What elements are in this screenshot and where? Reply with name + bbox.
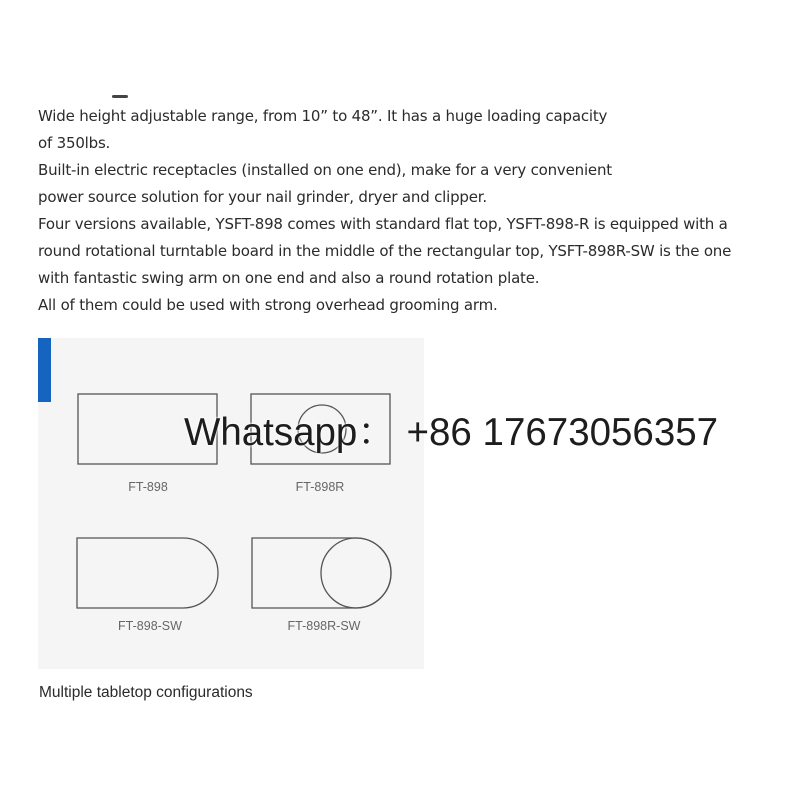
whatsapp-contact-watermark: Whatsapp： +86 17673056357: [184, 411, 719, 454]
description-line: Four versions available, YSFT-898 comes with standard flat top, YSFT-898-R is equipped with a: [38, 215, 728, 233]
figure-caption: Multiple tabletop configurations: [39, 684, 253, 701]
tabletop-ft-898r-sw-diagram: [250, 536, 396, 612]
description-line: of 350lbs.: [38, 134, 111, 152]
tabletop-configurations-figure: [38, 338, 424, 669]
description-line: Wide height adjustable range, from 10” to 48”. It has a huge loading capacity: [38, 107, 608, 125]
description-line: with fantastic swing arm on one end and also a round rotation plate.: [38, 269, 540, 287]
accent-bar: [38, 338, 51, 402]
tabletop-ft-898-sw-diagram: [75, 536, 221, 612]
tabletop-label: FT-898: [128, 480, 168, 494]
tabletop-label: FT-898-SW: [118, 619, 182, 633]
decorative-dash: [112, 95, 128, 98]
tabletop-label: FT-898R-SW: [287, 619, 361, 633]
description-line: All of them could be used with strong overhead grooming arm.: [38, 296, 498, 314]
description-line: Built-in electric receptacles (installed on one end), make for a very convenient: [38, 161, 612, 179]
product-description: [38, 103, 778, 319]
tabletop-label: FT-898R: [295, 480, 345, 494]
description-line: power source solution for your nail grinder, dryer and clipper.: [38, 188, 487, 206]
description-line: round rotational turntable board in the middle of the rectangular top, YSFT-898R-SW is the one: [38, 242, 732, 260]
